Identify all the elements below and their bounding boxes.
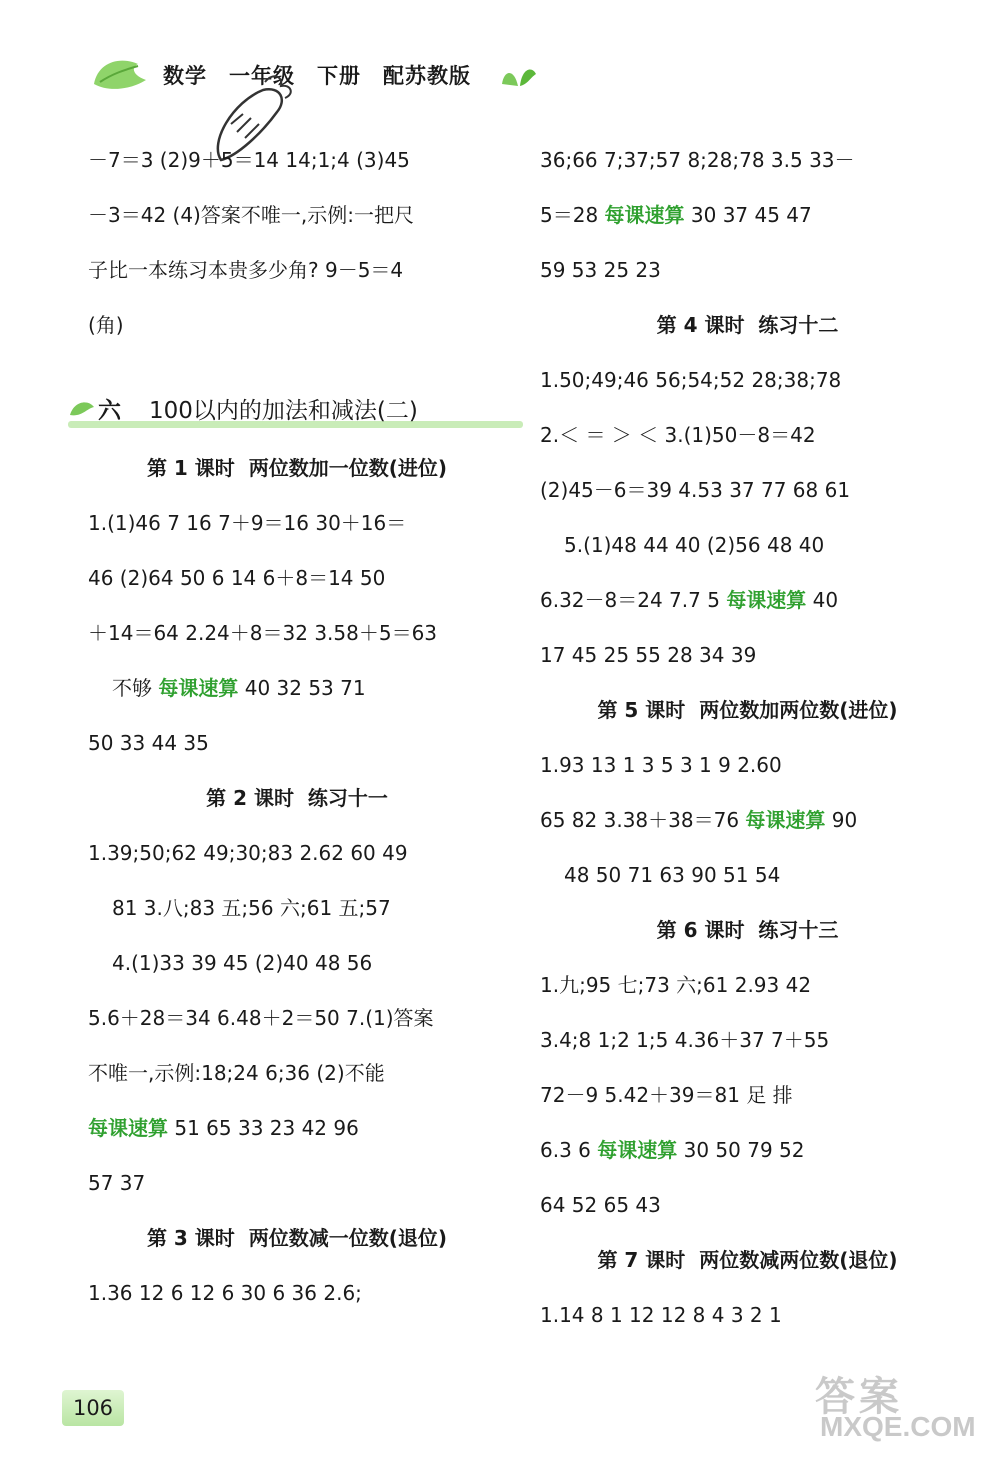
answer-line: 4.(1)33 39 45 (2)40 48 56 <box>112 951 373 975</box>
answer-text: 6.3 6 <box>540 1138 598 1162</box>
quick-calc-label: 每课速算 <box>88 1116 168 1140</box>
answer-text: 90 <box>825 808 858 832</box>
header-volume: 下册 <box>317 64 361 88</box>
answer-line: 17 45 25 55 28 34 39 <box>540 643 757 667</box>
leaf-icon <box>68 399 96 419</box>
watermark <box>790 1365 980 1445</box>
answer-line <box>540 1123 955 1178</box>
answer-text: 5＝28 <box>540 203 605 227</box>
answer-line: 50 33 44 35 <box>88 731 209 755</box>
answer-line: (2)45－6＝39 4.53 37 77 68 61 <box>540 478 851 502</box>
leaf-icon <box>90 54 150 96</box>
answer-line: 64 52 65 43 <box>540 1193 661 1217</box>
answer-line: 81 3.八;83 五;56 六;61 五;57 <box>112 896 391 920</box>
answer-text: 65 82 3.38＋38＝76 <box>540 808 746 832</box>
page-number: 106 <box>62 1390 124 1426</box>
quick-calc-label: 每课速算 <box>726 588 807 612</box>
left-column <box>88 133 506 1321</box>
answer-line <box>540 793 955 848</box>
answer-text: 40 <box>806 588 839 612</box>
answer-line <box>88 1101 506 1156</box>
answer-line: 子比一本练习本贵多少角? 9－5＝4 <box>88 258 404 282</box>
answer-line: 1.39;50;62 49;30;83 2.62 60 49 <box>88 841 408 865</box>
lesson-title: 第 5 课时 两位数加两位数(进位) <box>597 698 898 722</box>
answer-line: 5.6＋28＝34 6.48＋2＝50 7.(1)答案 <box>88 1006 434 1030</box>
answer-line: (角) <box>88 313 124 337</box>
unit-number: 六 <box>98 398 121 424</box>
header-subject: 数学 <box>163 64 207 88</box>
quick-calc-label: 每课速算 <box>158 676 239 700</box>
unit-title <box>98 381 418 441</box>
quick-calc-label: 每课速算 <box>745 808 826 832</box>
answer-line: 1.50;49;46 56;54;52 28;38;78 <box>540 368 842 392</box>
lesson-title: 第 4 课时 练习十二 <box>656 313 839 337</box>
answer-line: 72－9 5.42＋39＝81 足 排 <box>540 1083 793 1107</box>
lesson-title: 第 6 课时 练习十三 <box>656 918 839 942</box>
answer-line <box>540 573 955 628</box>
answer-line: 5.(1)48 44 40 (2)56 48 40 <box>564 533 825 557</box>
answer-text: 30 50 79 52 <box>677 1138 805 1162</box>
watermark-bottom: MXQE.COM <box>820 1411 976 1442</box>
answer-line: －3＝42 (4)答案不唯一,示例:一把尺 <box>88 203 414 227</box>
page-header <box>85 50 555 110</box>
watermark-top: 答案 <box>815 1375 903 1419</box>
answer-line: 46 (2)64 50 6 14 6＋8＝14 50 <box>88 566 386 590</box>
answer-text: 不够 <box>112 676 159 700</box>
answer-line <box>540 188 955 243</box>
lesson-title: 第 7 课时 两位数减两位数(退位) <box>597 1248 898 1272</box>
answer-line <box>88 661 506 716</box>
unit-name: 100以内的加法和减法(二) <box>149 398 418 424</box>
answer-text: 40 32 53 71 <box>238 676 366 700</box>
answer-line: 1.36 12 6 12 6 30 6 36 2.6; <box>88 1281 362 1305</box>
answer-line: 48 50 71 63 90 51 54 <box>564 863 781 887</box>
lesson-title: 第 2 课时 练习十一 <box>206 786 388 810</box>
answer-line: 3.4;8 1;2 1;5 4.36＋37 7＋55 <box>540 1028 830 1052</box>
header-edition: 配苏教版 <box>383 64 471 88</box>
answer-text: 6.32－8＝24 7.7 5 <box>540 588 727 612</box>
header-grade: 一年级 <box>229 64 295 88</box>
answer-line: 1.14 8 1 12 12 8 4 3 2 1 <box>540 1303 782 1327</box>
right-column <box>540 133 955 1343</box>
answer-line: 2.＜ ＝ ＞ ＜ 3.(1)50－8＝42 <box>540 423 816 447</box>
answer-line: 1.九;95 七;73 六;61 2.93 42 <box>540 973 812 997</box>
quick-calc-label: 每课速算 <box>597 1138 678 1162</box>
answer-line: 不唯一,示例:18;24 6;36 (2)不能 <box>88 1061 385 1085</box>
answer-line: －7＝3 (2)9＋5＝14 14;1;4 (3)45 <box>88 148 410 172</box>
answer-line: 59 53 25 23 <box>540 258 661 282</box>
answer-line: 1.93 13 1 3 5 3 1 9 2.60 <box>540 753 782 777</box>
unit-heading <box>68 381 506 441</box>
answer-line: 1.(1)46 7 16 7＋9＝16 30＋16＝ <box>88 511 407 535</box>
lesson-title: 第 1 课时 两位数加一位数(进位) <box>146 456 448 480</box>
answer-line: 36;66 7;37;57 8;28;78 3.5 33－ <box>540 148 855 172</box>
sprout-icon <box>500 64 538 90</box>
lesson-title: 第 3 课时 两位数减一位数(退位) <box>146 1226 448 1250</box>
quick-calc-label: 每课速算 <box>604 203 685 227</box>
answer-line: 57 37 <box>88 1171 146 1195</box>
answer-text: 51 65 33 23 42 96 <box>168 1116 359 1140</box>
answer-text: 30 37 45 47 <box>684 203 812 227</box>
answer-line: ＋14＝64 2.24＋8＝32 3.58＋5＝63 <box>88 621 438 645</box>
